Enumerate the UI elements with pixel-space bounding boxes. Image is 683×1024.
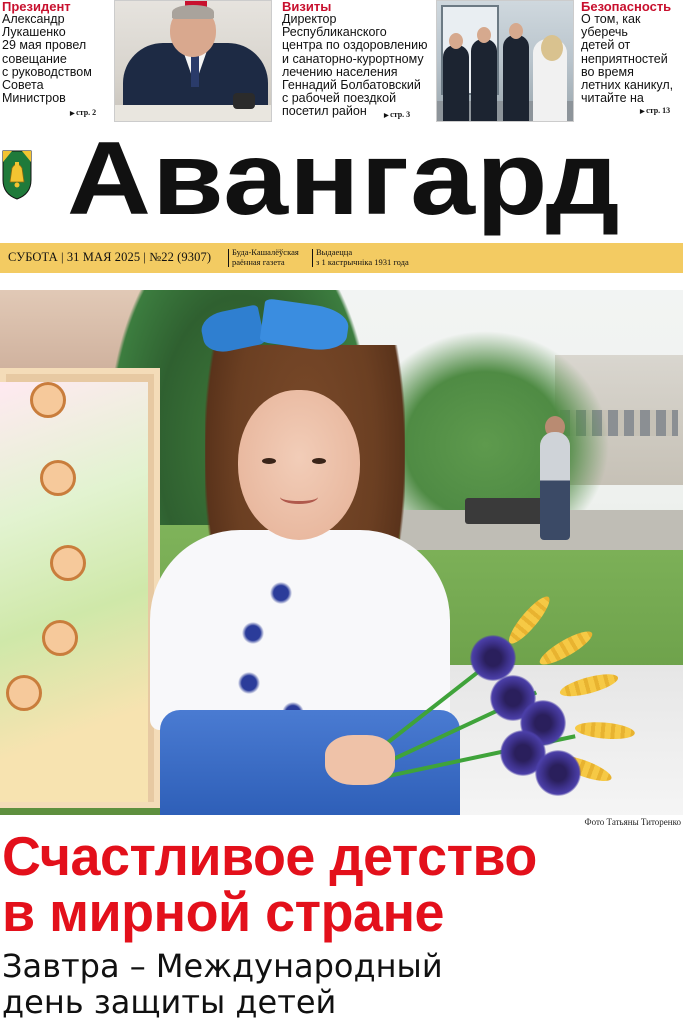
skirt-shape	[160, 710, 460, 815]
masthead-title[interactable]: Авангард	[66, 121, 621, 237]
teaser-line: центра по оздоровлению	[282, 38, 428, 53]
teaser-line: посетил район	[282, 104, 367, 119]
teaser-page-ref[interactable]: ▶ стр. 2	[70, 108, 96, 117]
person-shape	[443, 45, 469, 121]
paper-description	[232, 248, 299, 267]
subheadline	[2, 948, 682, 1020]
teaser-line: детей от	[581, 38, 631, 53]
teaser-line: Геннадий Болбатовский	[282, 78, 421, 93]
cartoon-face-shape	[30, 382, 66, 418]
person-shape	[540, 432, 570, 540]
teaser-line: во время	[581, 64, 634, 79]
teaser-visits[interactable]	[282, 0, 434, 119]
embroidery-shape	[268, 580, 294, 606]
board-poster	[0, 382, 148, 802]
shirt-shape	[150, 530, 450, 730]
cartoon-face-shape	[42, 620, 78, 656]
teaser-rubric: Безопасность	[581, 0, 672, 14]
main-headline[interactable]	[0, 825, 669, 943]
teaser-rubric: Президент	[2, 0, 71, 14]
smile-shape	[280, 490, 318, 504]
divider	[228, 249, 229, 267]
teaser-strip	[0, 0, 683, 124]
paper-description-line: Буда-Кашалёўская	[232, 247, 299, 257]
hair-shape	[172, 5, 214, 19]
teaser-line: Директор	[282, 12, 337, 26]
cartoon-face-shape	[40, 460, 76, 496]
teaser-line: О том, как	[581, 12, 641, 26]
teaser-line: 29 мая провел	[2, 38, 87, 53]
cornflower-shape	[470, 635, 516, 681]
teaser-photo-president[interactable]	[114, 0, 272, 122]
divider	[312, 249, 313, 267]
teaser-line: Лукашенко	[2, 25, 66, 40]
embroidery-shape	[240, 620, 266, 646]
teaser-line: с рабочей поездкой	[282, 91, 397, 106]
teaser-line: неприятностей	[581, 51, 668, 66]
teaser-line: с руководством	[2, 64, 92, 79]
paper-description-line: раённая газета	[232, 256, 285, 267]
head-shape	[509, 23, 523, 39]
tie-shape	[191, 53, 199, 87]
teaser-line: Александр	[2, 12, 65, 26]
face-shape	[238, 390, 360, 540]
teaser-body	[282, 13, 434, 119]
eye-shape	[312, 458, 326, 464]
subheadline-line: день защиты детей	[2, 983, 337, 1021]
teaser-line: и санаторно-курортному	[282, 51, 424, 66]
cartoon-face-shape	[6, 675, 42, 711]
founded-line: з 1 кастрычніка 1931 года	[316, 256, 409, 267]
teaser-rubric: Визиты	[282, 0, 332, 14]
person-shape	[503, 35, 529, 121]
headline-line: Счастливое детство	[1, 825, 537, 887]
teaser-line: Министров	[2, 91, 66, 106]
microphone-shape	[233, 93, 255, 109]
teaser-safety[interactable]	[581, 0, 683, 105]
head-shape	[449, 33, 463, 49]
subheadline-line: Завтра – Международный	[2, 947, 443, 985]
teaser-photo-visit[interactable]	[436, 0, 574, 122]
hand-shape	[325, 735, 395, 785]
cornflower-shape	[535, 750, 581, 796]
issue-date-number: СУБОТА | 31 МАЯ 2025 | №22 (9307)	[8, 250, 212, 264]
hair-shape	[541, 35, 563, 61]
eye-shape	[262, 458, 276, 464]
person-shape	[471, 39, 497, 121]
teaser-line: Республиканского	[282, 25, 387, 40]
cartoon-face-shape	[50, 545, 86, 581]
teaser-line: уберечь	[581, 25, 628, 40]
dateline-band	[0, 243, 683, 273]
teaser-line: летних каникул,	[581, 78, 674, 93]
main-photo[interactable]	[0, 290, 683, 815]
teaser-president[interactable]	[2, 0, 114, 105]
founded-note	[316, 248, 409, 267]
teaser-page-ref[interactable]: ▶ стр. 3	[384, 110, 410, 119]
teaser-line: лечению населения	[282, 64, 398, 79]
headline-line: в мирной стране	[1, 881, 445, 943]
teaser-line: Совета	[2, 78, 44, 93]
photo-credit: Фото Татьяны Титоренко	[584, 817, 681, 827]
teaser-page-ref[interactable]: ▶ стр. 13	[640, 106, 670, 115]
teaser-line: читайте на	[581, 91, 644, 106]
head-shape	[477, 27, 491, 43]
founded-line: Выдаецца	[316, 247, 353, 257]
embroidery-shape	[236, 670, 262, 696]
teaser-body	[581, 13, 683, 105]
teaser-body	[2, 13, 114, 105]
teaser-line: совещание	[2, 51, 67, 66]
